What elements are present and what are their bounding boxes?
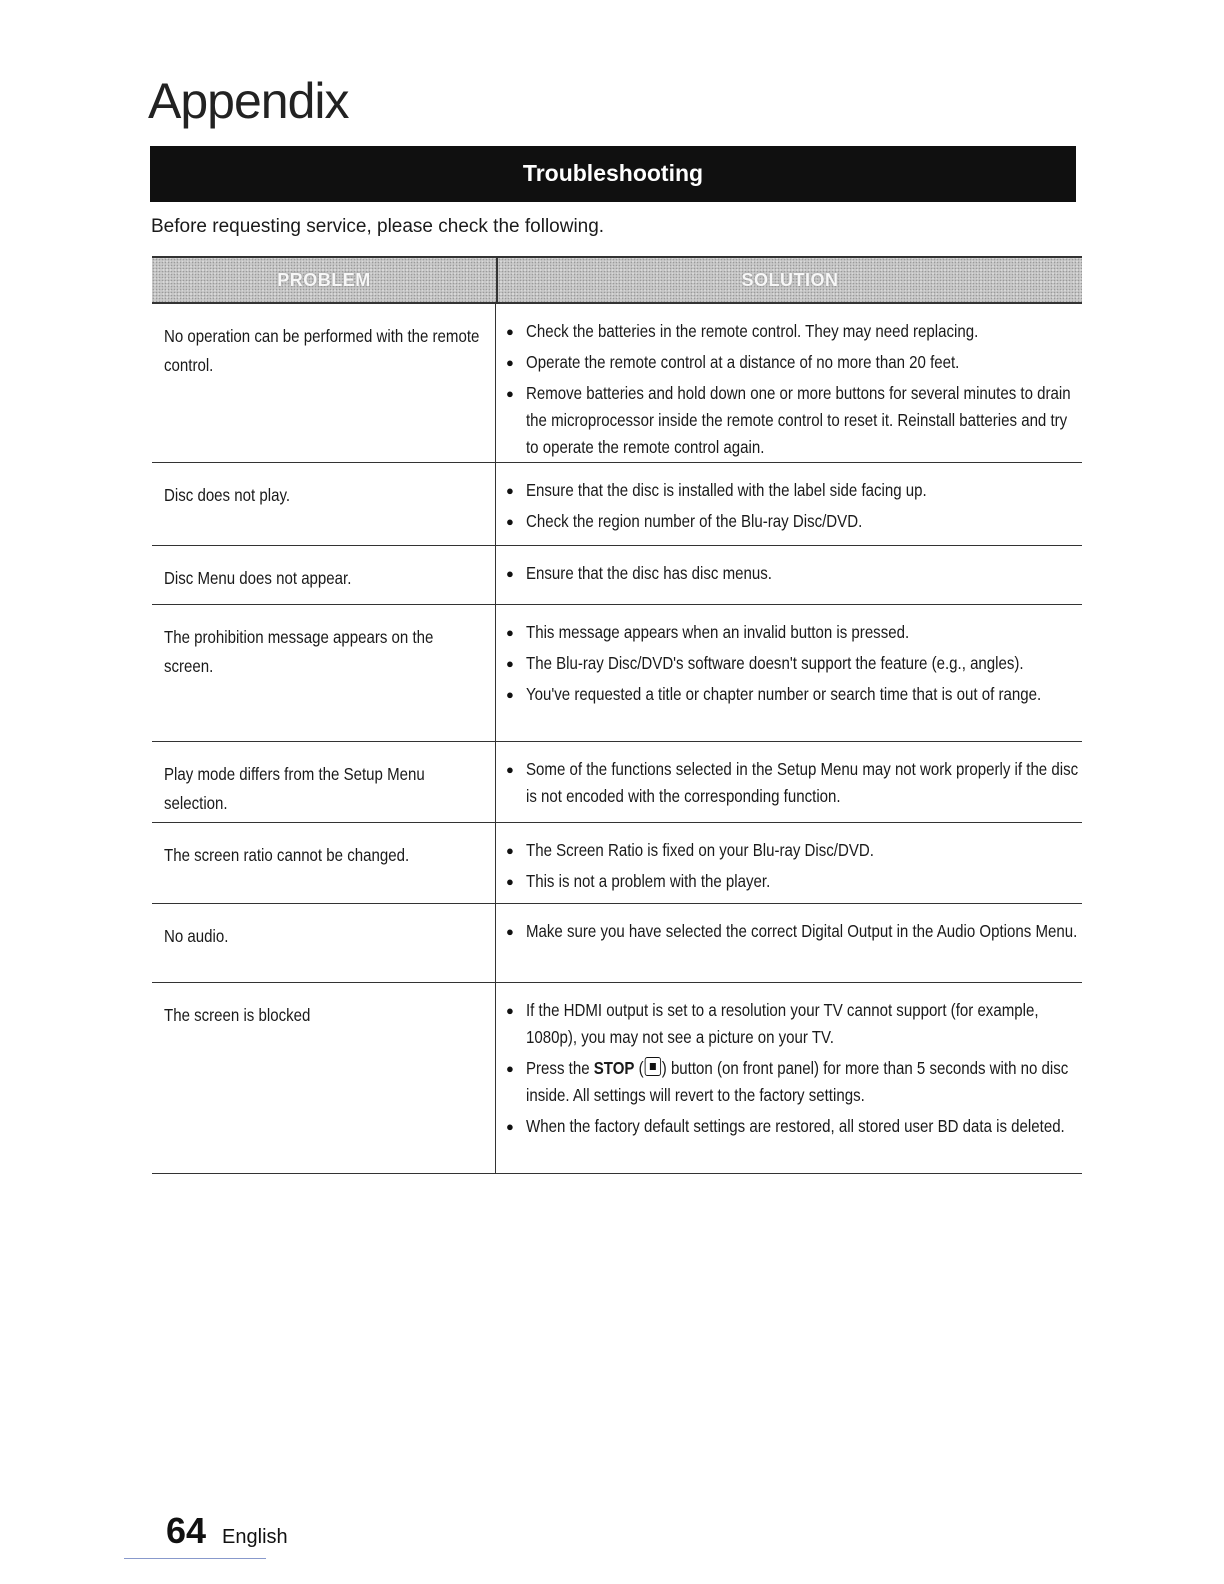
header-problem: PROBLEM: [152, 258, 498, 302]
solution-item: ● The Screen Ratio is fixed on your Blu-ray Disc/DVD.: [506, 837, 1078, 864]
solution-cell: [496, 304, 1082, 462]
problem-cell: The screen is blocked: [152, 983, 496, 1173]
solution-cell: [496, 546, 1082, 604]
solution-item: ● Some of the functions selected in the Setup Menu may not work properly if the disc is not encoded with the corresponding function.: [506, 756, 1078, 810]
solution-item: ● Operate the remote control at a distance of no more than 20 feet.: [506, 349, 1078, 376]
solution-cell: [496, 983, 1082, 1173]
table-row: [152, 742, 1082, 823]
footer-rule: [124, 1558, 266, 1559]
table-row: [152, 304, 1082, 463]
table-row: [152, 463, 1082, 546]
bullet-icon: ●: [506, 762, 514, 777]
language-label: English: [222, 1526, 288, 1548]
stop-icon: [645, 1057, 661, 1076]
bullet-icon: ●: [506, 625, 514, 640]
page-title: Appendix: [148, 73, 349, 129]
solution-item: ● If the HDMI output is set to a resolution your TV cannot support (for example, 1080p), you may not see a picture on your TV.: [506, 997, 1078, 1051]
table-header: [152, 256, 1082, 304]
problem-cell: Play mode differs from the Setup Menu selection.: [152, 742, 496, 822]
bullet-icon: ●: [506, 566, 514, 581]
solution-cell: [496, 742, 1082, 822]
page-footer: [166, 1510, 288, 1552]
problem-cell: The prohibition message appears on the screen.: [152, 605, 496, 741]
bullet-icon: ●: [506, 843, 514, 858]
bullet-icon: ●: [506, 1003, 514, 1018]
solution-item: ● When the factory default settings are restored, all stored user BD data is deleted.: [506, 1113, 1078, 1140]
section-header: Troubleshooting: [150, 146, 1076, 202]
table-row: [152, 904, 1082, 983]
solution-item: ● Ensure that the disc is installed with the label side facing up.: [506, 477, 1078, 504]
table-row: [152, 983, 1082, 1174]
bullet-icon: ●: [506, 874, 514, 889]
bullet-icon: ●: [506, 483, 514, 498]
header-solution: SOLUTION: [498, 258, 1082, 302]
table-row: [152, 823, 1082, 904]
bullet-icon: ●: [506, 386, 514, 401]
solution-item: ● Press the STOP ( ) button (on front panel) for more than 5 seconds with no disc inside. All settings will revert to the factory settings.: [506, 1055, 1078, 1109]
solution-cell: [496, 605, 1082, 741]
page-number: 64: [166, 1510, 207, 1551]
problem-cell: Disc does not play.: [152, 463, 496, 545]
solution-cell: [496, 904, 1082, 982]
bullet-icon: ●: [506, 1061, 514, 1076]
solution-item: ● This is not a problem with the player.: [506, 868, 1078, 895]
bullet-icon: ●: [506, 514, 514, 529]
solution-cell: [496, 823, 1082, 903]
troubleshooting-table: [152, 256, 1082, 1174]
bullet-icon: ●: [506, 687, 514, 702]
solution-item: ● Make sure you have selected the correct Digital Output in the Audio Options Menu.: [506, 918, 1078, 945]
solution-item: ● Check the batteries in the remote control. They may need replacing.: [506, 318, 1078, 345]
bullet-icon: ●: [506, 324, 514, 339]
solution-item: ● This message appears when an invalid button is pressed.: [506, 619, 1078, 646]
problem-cell: The screen ratio cannot be changed.: [152, 823, 496, 903]
bullet-icon: ●: [506, 1119, 514, 1134]
bullet-icon: ●: [506, 656, 514, 671]
intro-text: Before requesting service, please check the following.: [151, 216, 605, 237]
stop-label: STOP: [593, 1058, 635, 1078]
problem-cell: Disc Menu does not appear.: [152, 546, 496, 604]
bullet-icon: ●: [506, 924, 514, 939]
problem-cell: No operation can be performed with the remote control.: [152, 304, 496, 462]
table-row: [152, 605, 1082, 742]
solution-item: ● The Blu-ray Disc/DVD's software doesn't support the feature (e.g., angles).: [506, 650, 1078, 677]
table-row: [152, 546, 1082, 605]
problem-cell: No audio.: [152, 904, 496, 982]
solution-item: ● Remove batteries and hold down one or more buttons for several minutes to drain the microprocessor inside the remote control to reset it. Reinstall batteries and try to operate the remote control again.: [506, 380, 1078, 461]
solution-item: ● You've requested a title or chapter number or search time that is out of range.: [506, 681, 1078, 708]
bullet-icon: ●: [506, 355, 514, 370]
solution-cell: [496, 463, 1082, 545]
solution-item: ● Check the region number of the Blu-ray Disc/DVD.: [506, 508, 1078, 535]
solution-item: ● Ensure that the disc has disc menus.: [506, 560, 1078, 587]
